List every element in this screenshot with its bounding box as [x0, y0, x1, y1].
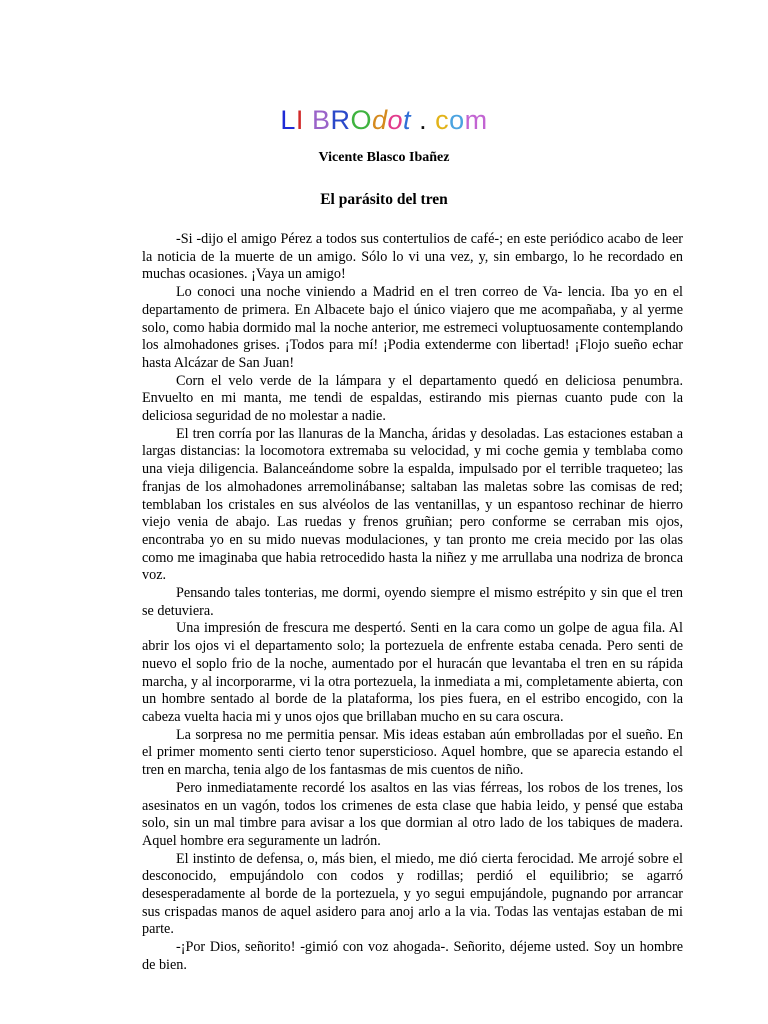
paragraph: El tren corría por las llanuras de la Mancha, áridas y desoladas. Las estaciones estaban a largas distancias: la locomotora extremaba su velocidad, y mi coche gemia y temblaba como una vieja diligencia. Balanceándome sobre la espalda, impulsado por el terrible traqueteo; las franjas de los almohadones arremolinábanse; saltaban las maletas sobre las comisas de red; temblaban los cristales en sus alvéolos de las ventanillas, y un espantoso rechinar de hierro viejo venia de abajo. Las ruedas y frenos gruñian; pero conforme se cerraban mis ojos, encontraba yo en su mido nuevas modulaciones, y tan pronto me creia mecido por las olas como me imaginaba que habia retrocedido hasta la niñez y me arrullaba una nodriza de bronca voz.: [142, 425, 683, 584]
logo-letter: o: [387, 105, 404, 135]
paragraph: La sorpresa no me permitia pensar. Mis ideas estaban aún embrolladas por el sueño. En el primer momento senti cierto tenor supersticioso. Aquel hombre, que se aparecia estando el tren en marcha, tenia algo de los fantasmas de mis cuentos de niño.: [142, 726, 683, 779]
paragraph: -Si -dijo el amigo Pérez a todos sus contertulios de café-; en este periódico acabo de leer la noticia de la muerte de un amigo. Sólo lo vi una vez, y, sin embargo, lo he recordado en muchas ocasiones. ¡Vaya un amigo!: [142, 231, 683, 283]
logo-letter: [411, 104, 419, 136]
paragraph: Pensando tales tonterias, me dormi, oyendo siempre el mismo estrépito y sin que el tren se detuviera.: [142, 585, 683, 619]
logo-letter: t: [403, 105, 412, 135]
logo-letter: d: [371, 105, 388, 135]
logo-letter: R: [330, 105, 351, 135]
logo-letter: [304, 104, 312, 136]
author-name: Vicente Blasco Ibañez: [318, 150, 450, 165]
logo-letter: B: [311, 105, 331, 135]
logo-letter: .: [419, 105, 428, 135]
story-title: El parásito del tren: [320, 191, 448, 208]
site-logo[interactable]: [0, 104, 768, 136]
logo-letter: L: [280, 105, 296, 135]
paragraph: Pero inmediatamente recordé los asaltos en las vias férreas, los robos de los trenes, los asesinatos en un vagón, todos los crimenes de esta clase que habia leido, y pensé que estaba solo, sin un mal timbre para avisar a los que dormian al otro lado de los tabiques de madera. Aquel hombre era seguramente un ladrón.: [142, 779, 683, 849]
paragraph: Corn el velo verde de la lámpara y el departamento quedó en deliciosa penumbra. Envuelto en mi manta, me tendi de espaldas, estirando mis piernas cuanto pude con la deliciosa seguridad de no molestar a nadie.: [142, 372, 683, 425]
logo-letter: o: [449, 105, 465, 135]
logo-letter: I: [295, 105, 304, 135]
logo-letter: m: [464, 105, 488, 135]
paragraph: Lo conoci una noche viniendo a Madrid en el tren correo de Va- lencia. Iba yo en el departamento de primera. En Albacete bajo el único viajero que me acompañaba, y al yerme solo, como habia dormido mal la noche anterior, me estremeci voluptuosamente contemplando los almohadones grises. ¡Todos para mí! ¡Podia extenderme con libertad! ¡Flojo sueño echar hasta Alcázar de San Juan!: [142, 284, 683, 371]
logo-letter: c: [435, 105, 450, 135]
paragraph: El instinto de defensa, o, más bien, el miedo, me dió cierta ferocidad. Me arrojé sobre el desconocido, empujándolo con codos y rodillas; perdió el equilibrio; se agarró desesperadamente al borde de la portezuela, y yo segui empujándole, pugnando por arrancar sus crispadas manos de aquel asidero para anoj arlo a la via. Todas las ventajas estaban de mi parte.: [142, 850, 683, 938]
paragraph: Una impresión de frescura me despertó. Senti en la cara como un golpe de agua fila. Al abrir los ojos vi el departamento solo; la portezuela de enfrente estaba cenada. Pero senti de nuevo el soplo frio de la noche, aumentado por el huracán que levantaba el tren en su rápida marcha, y al incorporarme, vi la otra portezuela, la inmediata a mi, completamente abierta, con un hombre sentado al borde de la plataforma, los pies fuera, en el estribo encogido, con la cabeza vuelta hacia mi y unos ojos que brillaban mucho en su cara oscura.: [142, 620, 683, 725]
logo-letter: O: [350, 105, 372, 135]
paragraph: -¡Por Dios, señorito! -gimió con voz ahogada-. Señorito, déjeme usted. Soy un hombre de bien.: [142, 939, 683, 973]
story-body: [142, 231, 683, 975]
logo-letter: [427, 104, 435, 136]
